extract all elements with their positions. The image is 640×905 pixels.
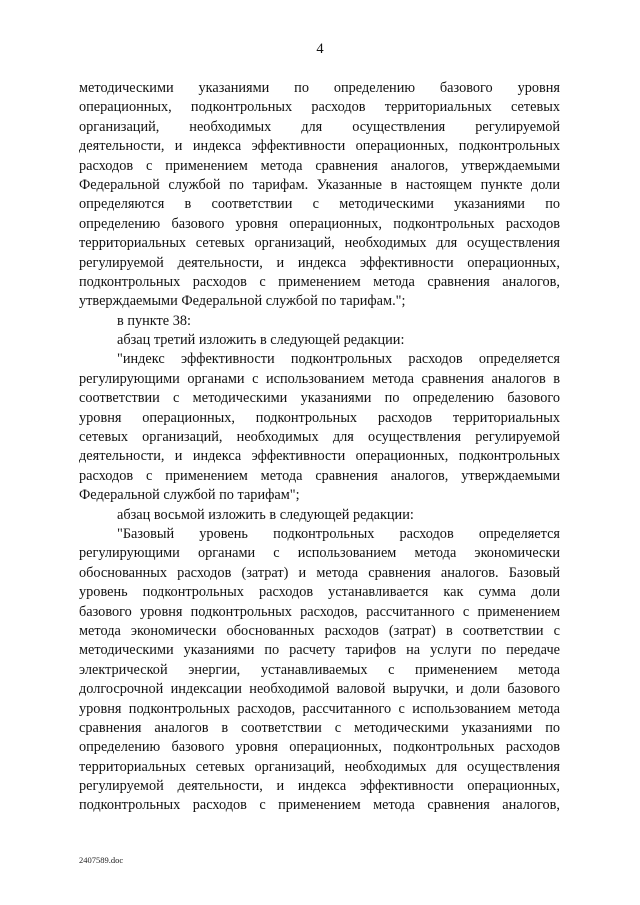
text-line: регулируемой деятельности, и индекса эффективности операционных, [79,254,560,271]
text-line: регулируемой деятельности, и индекса эффективности операционных, [79,778,560,795]
text-line: определению базового уровня операционных, подконтрольных расходов [79,739,560,756]
text-line: соответствии с методическими указаниями по определению базового [79,390,560,407]
text-line: "индекс эффективности подконтрольных расходов определяется [117,351,560,368]
page-number: 4 [316,41,324,57]
text-line: территориальных сетевых организаций, необходимых для осуществления [79,235,560,252]
text-line: "Базовый уровень подконтрольных расходов определяется [117,525,560,542]
text-line: расходов с применением метода сравнения аналогов, утверждаемыми [79,467,560,484]
text-line: регулирующими органами с использованием метода экономически [79,545,560,562]
text-line: операционных, подконтрольных расходов территориальных сетевых [79,99,560,116]
text-line: деятельности, и индекса эффективности операционных, подконтрольных [79,138,560,155]
text-line: определяются в соответствии с методическими указаниями по [79,196,560,213]
text-line: электрической энергии, устанавливаемых с применением метода [79,661,560,678]
text-line: регулирующими органами с использованием метода сравнения аналогов в [79,370,560,387]
text-line: уровень подконтрольных расходов устанавливается как сумма доли [79,584,560,601]
text-line: уровня операционных, подконтрольных расходов территориальных [79,409,560,426]
document-body [79,79,560,816]
text-line: обоснованных расходов (затрат) и метода сравнения аналогов. Базовый [79,564,560,581]
text-line: метода экономически обоснованных расходов (затрат) в соответствии с [79,622,560,639]
text-line: расходов с применением метода сравнения аналогов, утверждаемыми [79,157,560,174]
text-line: Федеральной службой по тарифам. Указанные в настоящем пункте доли [79,176,560,193]
text-line: в пункте 38: [117,312,191,329]
text-line: определению базового уровня операционных, подконтрольных расходов [79,215,560,232]
text-line: долгосрочной индексации необходимой валовой выручки, и доли базового [79,681,560,698]
text-line: уровня подконтрольных расходов, рассчитанного с использованием метода [79,700,560,717]
text-line: утверждаемыми Федеральной службой по тарифам."; [79,293,406,310]
text-line: подконтрольных расходов с применением метода сравнения аналогов, [79,273,560,290]
text-line: абзац третий изложить в следующей редакции: [117,332,405,349]
file-name-footer: 2407589.doc [79,855,124,865]
text-line: организаций, необходимых для осуществления регулируемой [79,118,560,135]
text-line: деятельности, и индекса эффективности операционных, подконтрольных [79,448,560,465]
text-line: Федеральной службой по тарифам"; [79,487,300,504]
text-line: подконтрольных расходов с применением метода сравнения аналогов, [79,797,560,814]
text-line: сетевых организаций, необходимых для осуществления регулируемой [79,429,560,446]
text-line: базового уровня подконтрольных расходов, рассчитанного с применением [79,603,560,620]
text-line: территориальных сетевых организаций, необходимых для осуществления [79,758,560,775]
text-line: сравнения аналогов в соответствии с методическими указаниями по [79,719,560,736]
text-line: абзац восьмой изложить в следующей редакции: [117,506,414,523]
text-line: методическими указаниями по определению базового уровня [79,80,560,96]
text-line: методическими указаниями по расчету тарифов на услуги по передаче [79,642,560,659]
